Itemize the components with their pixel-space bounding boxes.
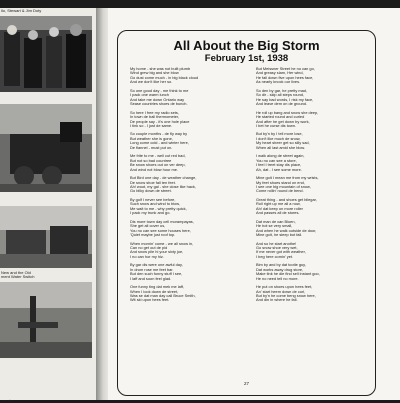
poem-line: And so he start anothe! [256, 240, 297, 246]
poem-line: By gar dis were one awful day, [130, 262, 183, 268]
photo-caption-2: New and the Old [1, 270, 31, 275]
page-number: 27 [243, 381, 249, 386]
stanza [130, 220, 248, 238]
poem-line: Ah, dat - I see some more. [256, 166, 302, 172]
poem-line: But Bird one day - de weather change, [130, 175, 197, 181]
poem-line: Ah! woot, my gal - she close like hack, [130, 183, 196, 189]
stanza [256, 220, 374, 238]
stanza [130, 176, 248, 194]
poem-line: And when he walk outside de door, [256, 227, 317, 233]
poem-line: De flannel - must put on. [130, 144, 173, 150]
poem-line: But Meissner Street he no can go, [256, 66, 315, 71]
poem-line: He hot se very small, [256, 223, 293, 229]
poem-line: Great thing - and shoes get bilegar, [256, 196, 317, 202]
poem-line: In town de ball thermometer, [130, 114, 180, 120]
poem-line: And passes all de stores. [256, 210, 300, 216]
poem-line: I tink so - I just de same. [130, 122, 173, 128]
poem-line: I see one big mountain of snow, [256, 183, 311, 189]
poem-line: As nearly knock our lives. [256, 79, 301, 85]
poem-line: 'Quiet maybe just roof top. [130, 232, 176, 238]
poem-line: You no can see a store, [256, 157, 297, 163]
poem-line: He started round and curled [256, 114, 305, 120]
photo-water-switch [0, 282, 92, 358]
poem-line: An' start heem down de curl, [256, 288, 306, 294]
poem-line: He put on shoes upon hees feet, [256, 284, 313, 290]
stanza [130, 263, 248, 281]
stanza [130, 242, 248, 260]
poem-line: Me wait to me - why pretty quick, [130, 205, 187, 211]
stanza [130, 198, 248, 216]
poem-line: But by'n he come beng snow here, [256, 293, 316, 299]
stanza [130, 132, 248, 150]
poem-line: I laff and soon feel glad. [130, 275, 172, 281]
stanza [256, 176, 374, 194]
photo-men-group [0, 16, 92, 92]
poem-line: De snow shoe fall ten feet. [130, 179, 176, 185]
poem-line: So one good day - me think to me [130, 87, 189, 93]
stanza [256, 132, 374, 150]
poem-line: If me never got with weather, [256, 249, 306, 255]
poem-column-left [130, 67, 248, 307]
stanza [130, 154, 248, 172]
poem-line: He roll up bang and snow she deep, [256, 109, 319, 115]
poem-line: My home - she was not built plumb [130, 66, 191, 71]
poem-line: Such snow and wind to blow, [130, 201, 180, 207]
poem-line: Be snow shoes out on ver deep, [130, 162, 186, 168]
poem-title: All About the Big Storm [173, 38, 320, 53]
poem-line: He no need tell no more. [256, 275, 299, 281]
poem-line: When mornin' come - we all snow in, [130, 240, 194, 246]
stanza [256, 154, 374, 172]
stanza [256, 242, 374, 260]
photo-caption-3: ment Water Switch [1, 274, 35, 279]
poem-line: And din in where he fall. [256, 297, 298, 303]
poem-line: Mine goit, he sleep but fall. [256, 232, 303, 238]
poem-line: So couple months - de fly way by [130, 131, 188, 137]
poem-line: And take me down Ontario way [130, 96, 185, 102]
poem-line: He fall down five upon hees face, [256, 74, 314, 80]
poem-line: Wind grew big and she blow [130, 70, 179, 76]
stanza [256, 263, 374, 281]
poem-line: Come rollin' round de bend. [256, 188, 304, 194]
poem-line: So dir - skip all steps round, [256, 92, 305, 98]
poem-line: But den such funny stuff I see, [130, 271, 183, 277]
poem-line: One funny ting dat mek me laff, [130, 284, 184, 290]
left-page [0, 8, 98, 403]
stanza [256, 285, 374, 303]
poem-line: Bim by and by dat tootie guy, [256, 262, 306, 268]
poem-line: Mine goit I mean me from my wrists, [256, 175, 319, 181]
poem-line: Make tink he die find sell instant goo, [256, 271, 320, 277]
poem-line: But not so bad countree [130, 157, 172, 163]
poem-line: She get all cover us, [130, 223, 166, 229]
poem-line: I walk along de street again, [256, 153, 305, 159]
poem-line: I bet he curse dis town. [256, 122, 297, 128]
stanza [130, 111, 248, 129]
poem-line: When all last amid she blow. [256, 144, 306, 150]
poem-line: And wind not blow hour me. [130, 166, 179, 172]
poem-line: Was se dat man day call Bruce Smith, [130, 293, 196, 299]
poem-line: In drum rose me feet bar. [130, 266, 174, 272]
poem-line: By golf I never see before, [130, 196, 176, 202]
poem-line: But by'n by I tell more lose, [256, 131, 303, 137]
poem-line: I no can hor my hiz. [130, 253, 164, 259]
poem-line: So den by gar, he pretty mad, [256, 87, 308, 93]
poem-line: And snow pile hi your sixty joe, [130, 249, 184, 255]
poem-line: Me frite to me - well cut red bad, [130, 153, 186, 159]
poem-line: I pack one warm lunch [130, 92, 169, 98]
poem-line: And after he get down by work, [256, 118, 310, 124]
stanza [256, 67, 374, 85]
poem-line: I feel I treet stay dis place, [256, 162, 302, 168]
poem-line: My feet shoes stand on end, [256, 179, 305, 185]
poem-line: But weather she is gone, [130, 135, 173, 141]
poem-line: Go bilky down de street. [130, 188, 172, 194]
photo-locomotive [0, 104, 92, 192]
poem-line: So here I free my radio sets, [130, 109, 179, 115]
poem-line: Go snow shoe very wet, [256, 244, 298, 250]
poem-line: Roll right up me all a now, [256, 201, 301, 207]
poem-line: Go dust come much - in big black cloud [130, 74, 199, 80]
poem-line: Dat man de can Bluen, [256, 218, 296, 224]
poem-line: He say bad words, I risk my face, [256, 96, 314, 102]
poem-line: When I look down de street, [130, 288, 179, 294]
poem-line: I beg here comin' yet. [256, 253, 294, 259]
poem-line: You no can see some houses here, [130, 227, 191, 233]
stanza [130, 89, 248, 107]
photo-caption-1: llo, Stewart & Jim Doty [1, 8, 42, 13]
stanza [130, 67, 248, 85]
poem-line: And we don't like her so. [130, 79, 173, 85]
poem-line: Sease countries shoes de bunch. [130, 101, 188, 107]
poem-line: Dat works away drug store, [256, 266, 304, 272]
poem-line: Ah! dat keep on more roller [256, 205, 303, 211]
poem-line: Wit ski upon hees feet. [130, 297, 170, 303]
stanza [256, 111, 374, 129]
poem-line: Long come cold - and winter here, [130, 140, 189, 146]
poem-date: February 1st, 1938 [204, 53, 289, 64]
stanza [130, 285, 248, 303]
stanza [256, 89, 374, 107]
poem-line: De people say - it's one hole place [130, 118, 190, 124]
poem-line: My heart sheer get so silly sad, [256, 140, 310, 146]
poem-line: And greasy slam, Her wind, [256, 70, 304, 76]
poem-line: Dis more town day cell morampayas, [130, 218, 194, 224]
poem-line: I pack my trunk and go. [130, 210, 171, 216]
stanza [256, 198, 374, 216]
poem-line: And leave dem on de ground. [256, 101, 308, 107]
poem-line: Can no get out de pid [130, 244, 168, 250]
poem-column-right [256, 67, 374, 307]
poem-line: I don't like much de snow, [256, 135, 301, 141]
photo-caption-4: rewzie [1, 398, 13, 403]
photo-new-and-old [0, 206, 92, 268]
